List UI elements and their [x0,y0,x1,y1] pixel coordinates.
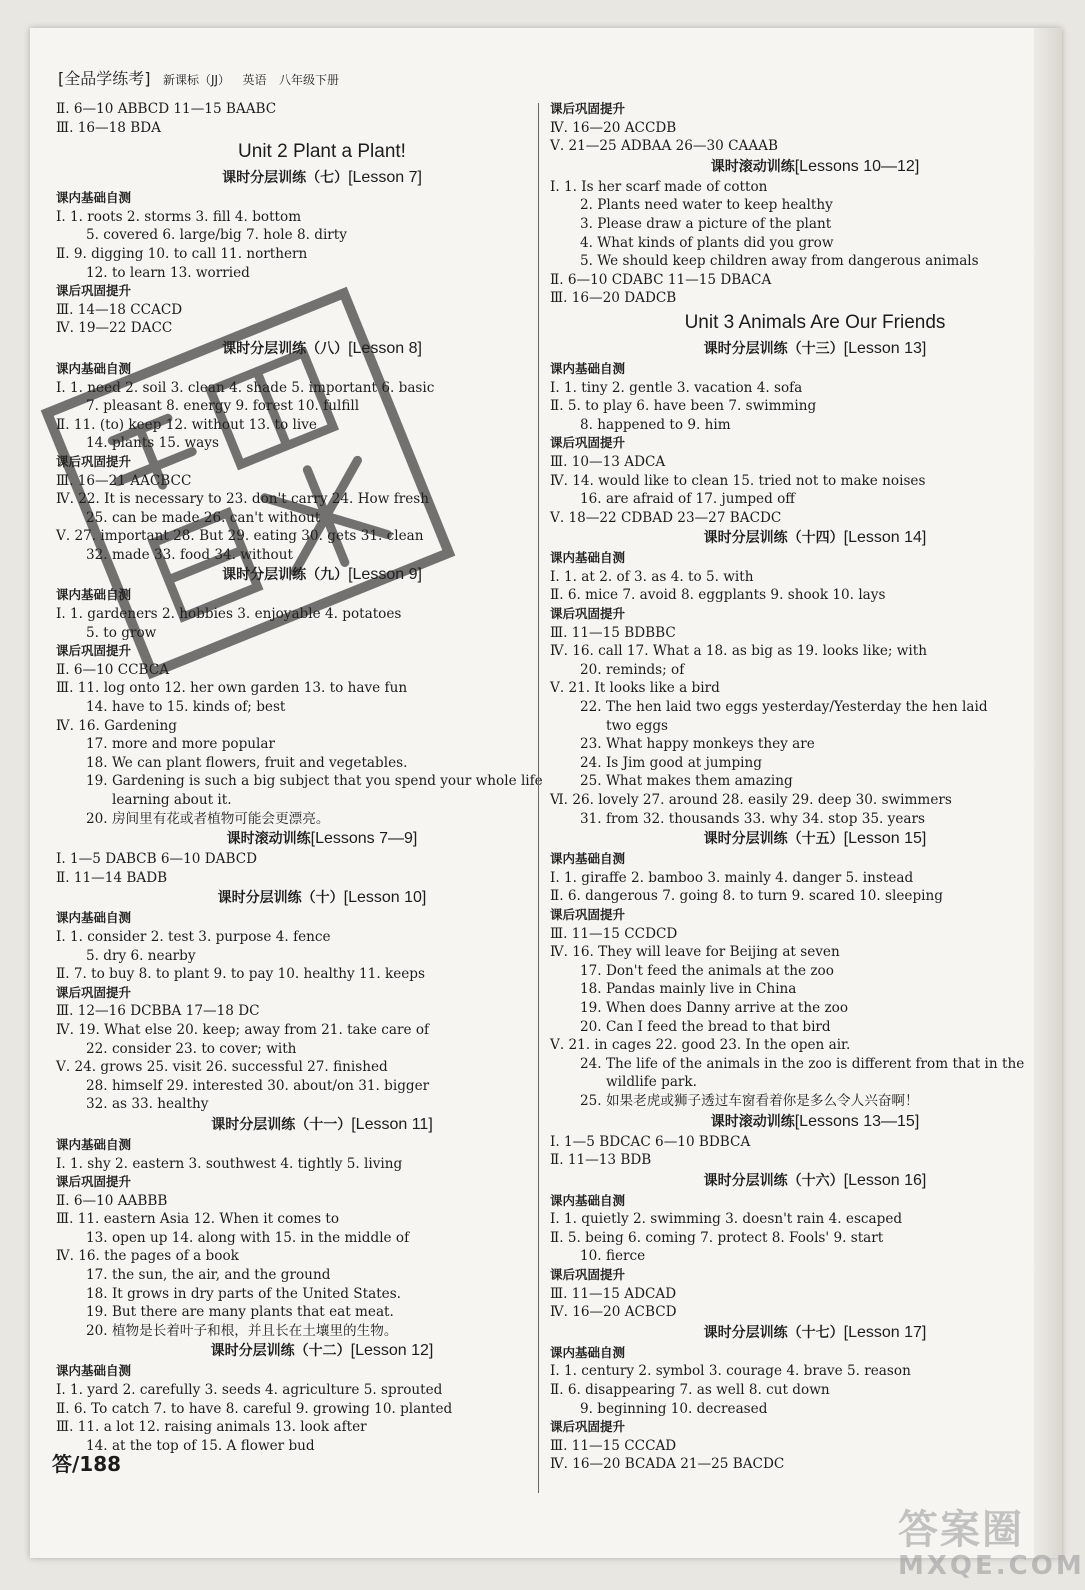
answer-line: 13. open up 14. along with 15. in the middle of [86,1229,410,1246]
answer-line: 12. to learn 13. worried [86,264,250,281]
answer-line: Ⅰ. 1. consider 2. test 3. purpose 4. fence [56,928,331,945]
section-label: 课内基础自测 [550,360,626,376]
lesson-heading [56,828,548,850]
brand-label: [全品学练考] [58,69,151,88]
lesson-heading [550,828,1040,850]
answer-line: 20. 植物是长着叶子和根，并且长在土壤里的生物。 [86,1322,398,1339]
answer-line: Ⅰ. 1. tiny 2. gentle 3. vacation 4. sofa [550,379,803,396]
lesson-heading-zh: 课时分层训练（十） [217,890,344,907]
lesson-heading-en: [Lesson 9] [348,566,422,584]
answer-line: Ⅲ. 14—18 CCACD [56,301,183,318]
answer-line: Ⅲ. 11. log onto 12. her own garden 13. to have fun [56,680,408,697]
section-label: 课后巩固提升 [550,906,626,922]
unit-title: Unit 2 Plant a Plant! [238,141,406,163]
section-label: 课后巩固提升 [550,606,626,622]
lesson-heading [56,338,548,360]
answer-line: Ⅱ. 9. digging 10. to call 11. northern [56,245,308,262]
answer-line: Ⅲ. 11—15 CCCAD [550,1437,677,1454]
lesson-heading-en: [Lesson 10] [343,889,427,907]
lesson-heading [550,1170,1040,1192]
answer-line: Ⅲ. 11. a lot 12. raising animals 13. look after [56,1419,367,1436]
answer-line: wildlife park. [606,1074,697,1091]
lesson-heading [550,156,1040,178]
lesson-heading [550,1322,1040,1344]
answer-line: 4. What kinds of plants did you grow [580,234,834,251]
lesson-heading-zh: 课时分层训练（十四） [703,530,844,547]
lesson-heading-en: [Lesson 17] [843,1323,927,1341]
answer-line: Ⅲ. 11. eastern Asia 12. When it comes to [56,1211,340,1228]
lesson-heading-zh: 课时滚动训练 [226,831,311,848]
lesson-heading-zh: 课时滚动训练 [710,1113,795,1130]
answer-line: Ⅰ. 1. century 2. symbol 3. courage 4. brave 5. reason [550,1363,911,1380]
section-label: 课后巩固提升 [550,1419,626,1435]
lesson-heading [56,564,548,586]
answer-line: 28. himself 29. interested 30. about/on 31. bigger [86,1077,430,1094]
section-label: 课内基础自测 [56,1136,132,1152]
answer-line: 23. What happy monkeys they are [580,736,815,753]
lesson-heading-zh: 课时分层训练（十五） [703,831,844,848]
answer-line: 32. as 33. healthy [86,1096,209,1113]
site-watermark [898,1498,1085,1581]
answer-line: Ⅳ. 14. would like to clean 15. tried not to make noises [550,472,926,489]
answer-line: Ⅴ. 24. grows 25. visit 26. successful 27. finished [56,1059,388,1076]
section-label: 课后巩固提升 [56,1174,132,1190]
answer-line: 5. dry 6. nearby [86,947,196,964]
lesson-heading-en: [Lesson 11] [351,1115,433,1133]
lesson-heading-en: [Lesson 12] [350,1342,434,1360]
section-label: 课内基础自测 [550,1192,626,1208]
answer-line: 25. What makes them amazing [580,773,793,790]
answer-line: Ⅰ. 1. need 2. soil 3. clean 4. shade 5. important 6. basic [56,379,435,396]
answer-line: 9. beginning 10. decreased [580,1400,768,1417]
answer-line: Ⅱ. 5. to play 6. have been 7. swimming [550,398,817,415]
answer-line: 22. consider 23. to cover; with [86,1040,297,1057]
lesson-heading-en: [Lesson 14] [843,529,927,547]
answer-line: Ⅲ. 11—15 ADCAD [550,1285,677,1302]
lesson-heading-en: [Lesson 15] [843,830,927,848]
answer-line: 20. Can I feed the bread to that bird [580,1018,831,1035]
right-column [550,100,1040,1474]
answer-line: Ⅳ. 19—22 DACC [56,320,173,337]
answer-line: Ⅴ. 21. in cages 22. good 23. In the open air. [550,1037,851,1054]
answer-line: 18. Pandas mainly live in China [580,981,797,998]
unit-title: Unit 3 Animals Are Our Friends [684,311,946,333]
lesson-heading-en: [Lesson 13] [843,339,927,357]
section-label: 课后巩固提升 [56,453,132,469]
answer-line: 14. have to 15. kinds of; best [86,699,286,716]
answer-line: Ⅱ. 6. mice 7. avoid 8. eggplants 9. shook 10. lays [550,587,886,604]
answer-line: Ⅱ. 6. dangerous 7. going 8. to turn 9. scared 10. sleeping [550,888,943,905]
lesson-heading-zh: 课时分层训练（七） [222,170,349,187]
answer-line: 24. The life of the animals in the zoo is different from that in the [580,1055,1025,1072]
answer-line: Ⅳ. 22. It is necessary to 23. don't carry 24. How fresh [56,491,429,508]
answer-line: Ⅲ. 12—16 DCBBA 17—18 DC [56,1003,260,1020]
answer-line: 16. are afraid of 17. jumped off [580,491,795,508]
section-label: 课后巩固提升 [550,1267,626,1283]
answer-line: 17. Don't feed the animals at the zoo [580,962,834,979]
answer-line: Ⅰ. 1. quietly 2. swimming 3. doesn't rain 4. escaped [550,1211,903,1228]
page-header [58,66,339,89]
answer-line: Ⅳ. 16. They will leave for Beijing at seven [550,944,840,961]
section-label: 课后巩固提升 [56,283,132,299]
lesson-heading-en: [Lesson 7] [348,169,422,187]
answer-line: 25. 如果老虎或狮子透过车窗看着你是多么令人兴奋啊！ [580,1092,919,1109]
answer-line: 14. plants 15. ways [86,435,219,452]
lesson-heading-en: [Lesson 16] [843,1171,927,1189]
answer-line: 8. happened to 9. him [580,416,731,433]
answer-line: Ⅱ. 6. disappearing 7. as well 8. cut down [550,1382,830,1399]
answer-line: Ⅴ. 21—25 ADBAA 26—30 CAAAB [550,138,778,155]
answer-line: Ⅱ. 6—10 ABBCD 11—15 BAABC [56,101,277,117]
lesson-heading-en: [Lessons 10—12] [794,157,920,175]
answer-line: Ⅱ. 5. being 6. coming 7. protect 8. Fools' 9. start [550,1229,884,1246]
answer-line: 17. the sun, the air, and the ground [86,1267,331,1284]
section-label: 课内基础自测 [550,1344,626,1360]
answer-line: Ⅳ. 16—20 ACCDB [550,119,677,136]
answer-line: Ⅱ. 6—10 CCBCA [56,661,170,678]
answer-line: Ⅱ. 11—14 BADB [56,869,168,886]
section-label: 课后巩固提升 [56,643,132,659]
answer-line: 5. We should keep children away from dangerous animals [580,253,979,270]
answer-line: 2. Plants need water to keep healthy [580,197,833,214]
answer-line: 3. Please draw a picture of the plant [580,215,832,232]
subject-label: 英语 [242,73,267,87]
answer-line: Ⅳ. 16. the pages of a book [56,1248,239,1265]
lesson-heading [550,1111,1040,1133]
answer-line: Ⅰ. 1. gardeners 2. hobbies 3. enjoyable 4. potatoes [56,606,402,623]
section-label: 课内基础自测 [56,910,132,926]
answer-line: 18. It grows in dry parts of the United States. [86,1285,401,1302]
answer-line: Ⅱ. 11—13 BDB [550,1152,652,1169]
answer-line: Ⅴ. 27. important 28. But 29. eating 30. gets 31. clean [56,528,424,545]
lesson-heading-zh: 课时分层训练（十六） [703,1172,844,1189]
section-label: 课内基础自测 [550,550,626,566]
answer-line: 7. pleasant 8. energy 9. forest 10. fulfill [86,398,360,415]
answer-line: Ⅰ. 1. shy 2. eastern 3. southwest 4. tightly 5. living [56,1155,403,1172]
section-label: 课内基础自测 [550,851,626,867]
answer-line: Ⅴ. 18—22 CDBAD 23—27 BACDC [550,509,782,526]
answer-line: 31. from 32. thousands 33. why 34. stop 35. years [580,810,925,827]
answer-line: 19. But there are many plants that eat meat. [86,1304,394,1321]
section-label: 课后巩固提升 [56,984,132,1000]
answer-line: 14. at the top of 15. A flower bud [86,1437,315,1454]
lesson-heading [56,887,548,909]
answer-line: Ⅰ. 1. Is her scarf made of cotton [550,178,768,195]
answer-line: Ⅱ. 11. (to) keep 12. without 13. to live [56,416,317,433]
answer-line: Ⅳ. 16—20 ACBCD [550,1304,677,1321]
section-label: 课内基础自测 [56,587,132,603]
grade-label: 八年级下册 [278,73,339,87]
answer-line: Ⅱ. 6—10 CDABC 11—15 DBACA [550,271,772,288]
watermark-sub: MXQE.COM [898,1551,1085,1581]
watermark-main: 答案圈 [898,1507,1024,1553]
answer-line: Ⅱ. 6—10 AABBB [56,1192,168,1209]
lesson-heading-zh: 课时分层训练（十一） [211,1116,352,1133]
lesson-heading [550,527,1040,549]
answer-line: Ⅳ. 19. What else 20. keep; away from 21. take care of [56,1021,430,1038]
answer-line: 20. 房间里有花或者植物可能会更漂亮。 [86,810,330,827]
column-divider [538,103,539,1493]
lesson-heading-zh: 课时分层训练（九） [222,567,349,584]
lesson-heading-zh: 课时滚动训练 [710,158,795,175]
edition-label: 新课标（JJ） [162,73,231,87]
answer-line: Ⅴ. 21. It looks like a bird [550,680,720,697]
answer-line: learning about it. [112,792,232,808]
answer-line: 32. made 33. food 34. without [86,546,293,563]
lesson-heading-en: [Lessons 13—15] [794,1112,920,1130]
answer-line: 18. We can plant flowers, fruit and vegetables. [86,754,408,771]
section-label: 课内基础自测 [56,190,132,206]
section-label: 课后巩固提升 [550,101,626,116]
answer-line: 25. can be made 26. can't without [86,509,321,526]
answer-line: Ⅲ. 16—21 AACBCC [56,472,192,489]
answer-line: Ⅳ. 16—20 BCADA 21—25 BACDC [550,1456,785,1473]
answer-line: 20. reminds; of [580,661,685,678]
left-column [56,100,548,1455]
lesson-heading-zh: 课时分层训练（八） [222,340,349,357]
answer-line: Ⅰ. 1. yard 2. carefully 3. seeds 4. agriculture 5. sprouted [56,1382,443,1399]
answer-line: Ⅱ. 7. to buy 8. to plant 9. to pay 10. healthy 11. keeps [56,966,425,983]
answer-line: 5. covered 6. large/big 7. hole 8. dirty [86,227,347,244]
lesson-heading [550,338,1040,360]
answer-page [30,28,1085,1581]
answer-line: Ⅵ. 26. lovely 27. around 28. easily 29. deep 30. swimmers [550,792,952,808]
answer-line: 19. Gardening is such a big subject that you spend your whole life [86,773,543,790]
section-label: 课内基础自测 [56,360,132,376]
answer-line: Ⅲ. 10—13 ADCA [550,453,666,470]
answer-line: Ⅰ. 1—5 DABCB 6—10 DABCD [56,851,258,868]
answer-line: Ⅰ. 1. giraffe 2. bamboo 3. mainly 4. danger 5. instead [550,869,914,886]
answer-line: Ⅰ. 1—5 BDCAC 6—10 BDBCA [550,1133,751,1150]
lesson-heading [56,167,548,189]
lesson-heading-zh: 课时分层训练（十二） [210,1343,351,1360]
lesson-heading [56,1114,548,1136]
page-number: 答/188 [52,1452,122,1476]
answer-line: 5. to grow [86,624,157,641]
lesson-heading [56,1340,548,1362]
answer-line: 10. fierce [580,1248,646,1265]
section-label: 课内基础自测 [56,1363,132,1379]
answer-line: Ⅲ. 16—20 DADCB [550,290,677,307]
lesson-heading-en: [Lessons 7—9] [310,830,418,848]
answer-line: Ⅳ. 16. call 17. What a 18. as big as 19. looks like; with [550,643,927,660]
answer-line: 22. The hen laid two eggs yesterday/Yesterday the hen laid [580,699,988,716]
lesson-heading-zh: 课时分层训练（十七） [703,1324,844,1341]
answer-line: two eggs [606,717,669,734]
answer-line: Ⅲ. 11—15 BDBBC [550,624,676,641]
lesson-heading-en: [Lesson 8] [348,339,422,357]
lesson-heading-zh: 课时分层训练（十三） [703,340,844,357]
answer-line: Ⅰ. 1. roots 2. storms 3. fill 4. bottom [56,208,302,225]
answer-line: Ⅱ. 6. To catch 7. to have 8. careful 9. growing 10. planted [56,1400,453,1417]
answer-line: 19. When does Danny arrive at the zoo [580,999,849,1016]
answer-line: Ⅲ. 11—15 CCDCD [550,925,678,942]
answer-line: Ⅰ. 1. at 2. of 3. as 4. to 5. with [550,568,754,585]
answer-line: Ⅲ. 16—18 BDA [56,119,161,136]
section-label: 课后巩固提升 [550,435,626,451]
answer-line: Ⅳ. 16. Gardening [56,717,177,734]
answer-line: 24. Is Jim good at jumping [580,754,762,771]
answer-line: 17. more and more popular [86,736,275,753]
